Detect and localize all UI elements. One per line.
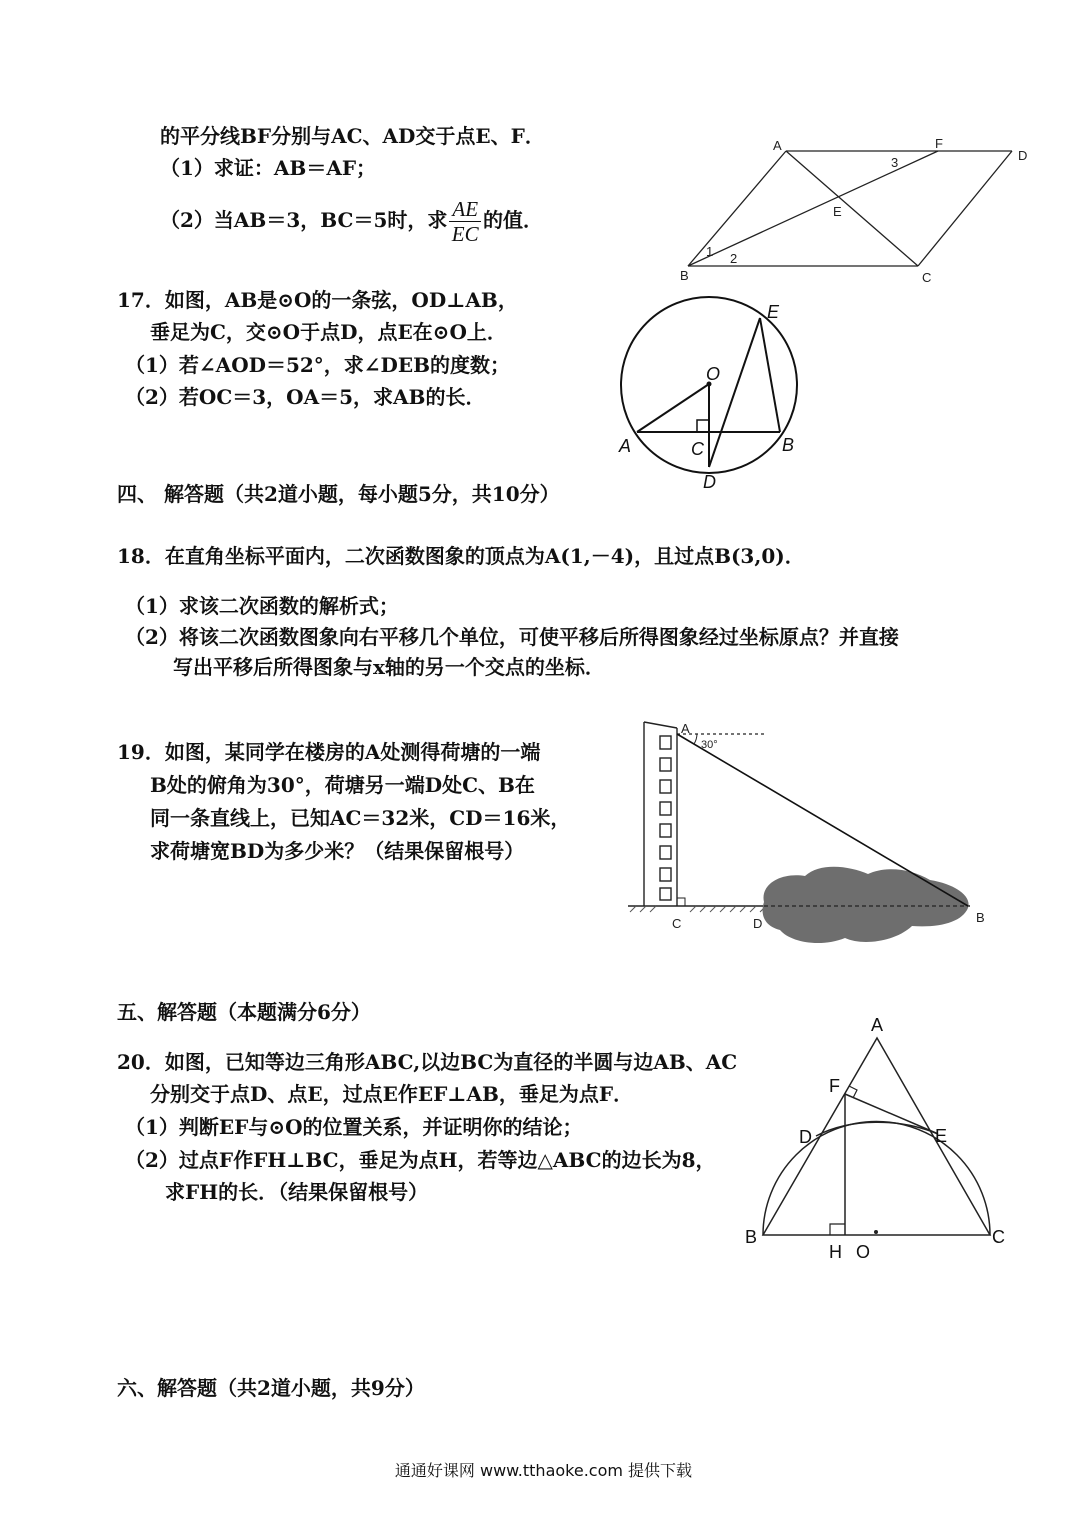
- q20-label-e: E: [935, 1126, 948, 1146]
- section6-heading: 六、解答题（共2道小题，共9分）: [117, 1376, 425, 1400]
- q16-label-b: B: [680, 268, 689, 283]
- q20-label-c: C: [992, 1227, 1005, 1247]
- q20-line1: 20．如图，已知等边三角形ABC,以边BC为直径的半圆与边AB、AC: [117, 1050, 738, 1074]
- q16-line1: 的平分线BF分别与AC、AD交于点E、F．: [160, 124, 545, 148]
- q20-arc-top: [816, 1122, 938, 1136]
- q19-label-d: D: [753, 916, 763, 931]
- q16-fraction-numerator: AE: [449, 197, 481, 222]
- q20-label-h: H: [829, 1242, 842, 1262]
- q16-angle-2: 2: [730, 251, 738, 266]
- q19-label-angle: 30°: [701, 739, 718, 751]
- q17-label-e: E: [767, 302, 780, 322]
- q20-label-a: A: [871, 1015, 884, 1035]
- q16-angle-1: 1: [706, 244, 714, 259]
- section5-heading: 五、解答题（本题满分6分）: [117, 1000, 371, 1024]
- q16-angle-3: 3: [891, 155, 899, 170]
- q18-line3: （2）将该二次函数图象向右平移几个单位，可使平移后所得图象经过坐标原点？并直接: [125, 625, 899, 649]
- q19-line1: 19．如图，某同学在楼房的A处测得荷塘的一端: [117, 740, 541, 764]
- q19-line4: 求荷塘宽BD为多少米？（结果保留根号）: [150, 839, 525, 863]
- q16-line2: （1）求证：AB＝AF；: [160, 156, 377, 180]
- q19-line2: B处的俯角为30°，荷塘另一端D处C、B在: [150, 773, 535, 797]
- q19-label-c: C: [672, 916, 682, 931]
- q18-line1: 18．在直角坐标平面内，二次函数图象的顶点为A(1,－4)，且过点B(3,0)．: [117, 544, 805, 568]
- q17-label-o: O: [706, 364, 721, 384]
- q17-line3: （1）若∠AOD＝52°，求∠DEB的度数；: [125, 353, 511, 377]
- q20-line3: （1）判断EF与⊙O的位置关系，并证明你的结论；: [125, 1115, 583, 1139]
- q20-center-point: [874, 1230, 878, 1234]
- q19-label-b: B: [976, 910, 985, 925]
- q20-line4: （2）过点F作FH⊥BC，垂足为点H，若等边△ABC的边长为8，: [125, 1148, 716, 1172]
- q20-label-f: F: [829, 1076, 840, 1096]
- q16-label-a: A: [773, 138, 782, 153]
- q17-line2: 垂足为C，交⊙O于点D，点E在⊙O上．: [150, 320, 507, 344]
- page-footer: 通通好课网 www.tthaoke.com 提供下载: [394, 1461, 693, 1480]
- q20-line5: 求FH的长．（结果保留根号）: [165, 1180, 429, 1204]
- q16-label-c: C: [922, 270, 932, 285]
- q16-label-f: F: [935, 136, 943, 151]
- q20-triangle-abc: [763, 1038, 990, 1235]
- q18-line2: （1）求该二次函数的解析式；: [125, 594, 399, 618]
- q17-label-c: C: [691, 439, 704, 459]
- q16-label-e: E: [833, 204, 842, 219]
- q17-label-b: B: [782, 435, 795, 455]
- q16-line3-suffix: 的值．: [483, 208, 544, 232]
- q17-line4: （2）若OC＝3，OA＝5，求AB的长．: [125, 385, 486, 409]
- q20-semicircle: [763, 1122, 990, 1236]
- q20-label-b: B: [745, 1227, 758, 1247]
- q16-line3-prefix: （2）当AB＝3，BC＝5时，求: [160, 208, 448, 232]
- q20-line2: 分别交于点D、点E，过点E作EF⊥AB，垂足为点F．: [150, 1082, 634, 1106]
- q17-label-a: A: [619, 436, 632, 456]
- q17-label-d: D: [703, 472, 716, 492]
- q18-line4: 写出平移后所得图象与x轴的另一个交点的坐标．: [173, 655, 605, 679]
- q20-label-d: D: [799, 1127, 812, 1147]
- q17-line1: 17．如图，AB是⊙O的一条弦，OD⊥AB，: [117, 288, 518, 312]
- q16-label-d: D: [1018, 148, 1028, 163]
- q19-line3: 同一条直线上，已知AC＝32米，CD＝16米，: [150, 806, 571, 830]
- q20-right-angle-h: [830, 1224, 845, 1235]
- q20-label-o: O: [856, 1242, 871, 1262]
- q20-segment-ef: [845, 1094, 936, 1133]
- q19-label-a: A: [681, 721, 690, 736]
- section4-heading: 四、 解答题（共2道小题，每小题5分，共10分）: [117, 482, 560, 506]
- q16-fraction-denominator: EC: [451, 222, 479, 246]
